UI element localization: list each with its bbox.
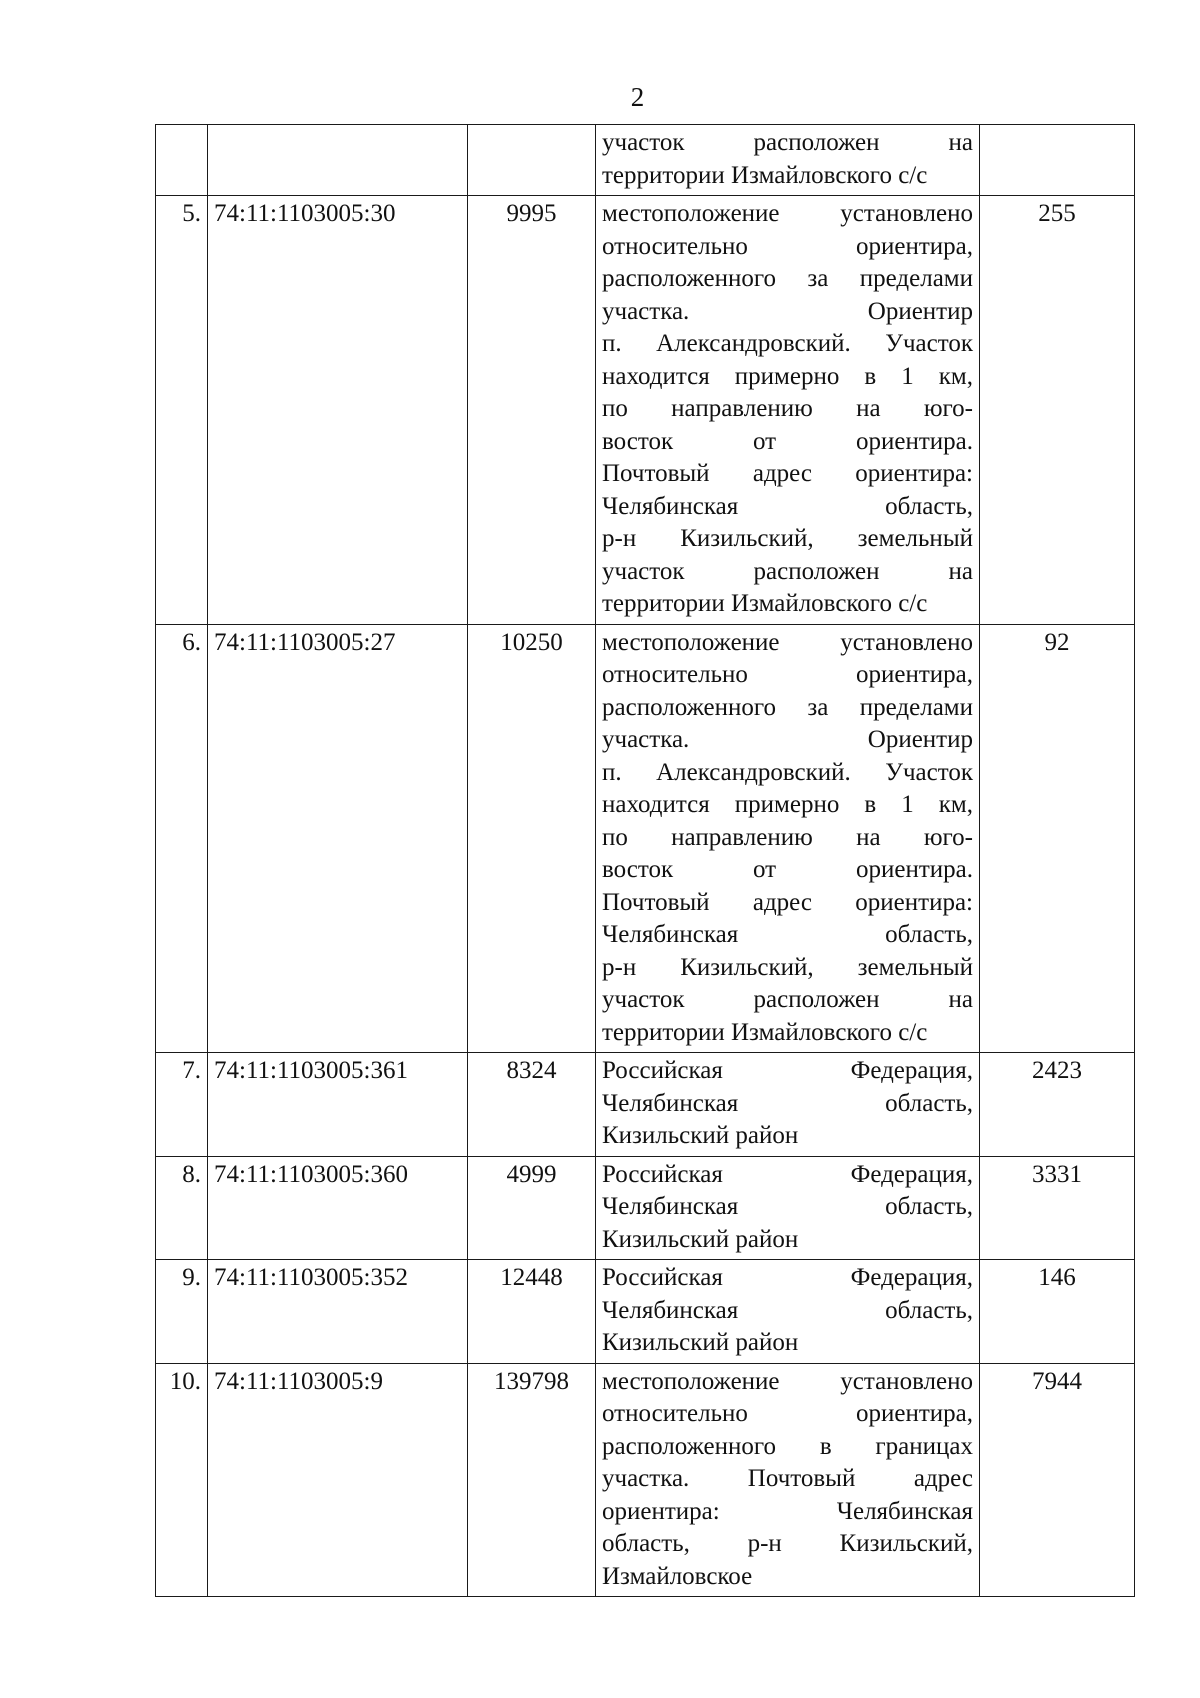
table-row xyxy=(156,1156,1135,1260)
cadastral-number-cell: 74:11:1103005:360 xyxy=(208,1156,468,1260)
cadastral-number-cell: 74:11:1103005:30 xyxy=(208,196,468,625)
description-line: область, р-н Кизильский, xyxy=(602,1530,973,1557)
description-line: по направлению на юго- xyxy=(602,823,973,851)
table-row xyxy=(156,1260,1135,1364)
location-description-cell xyxy=(596,624,980,1053)
area-cell: 4999 xyxy=(468,1156,596,1260)
row-number-cell: 8. xyxy=(156,1156,208,1260)
value-cell: 146 xyxy=(980,1260,1135,1364)
description-line: относительно ориентира, xyxy=(602,232,973,260)
description-line: Челябинская область, xyxy=(602,1089,973,1117)
description-line: местоположение установлено xyxy=(602,628,973,656)
row-number-cell: 5. xyxy=(156,196,208,625)
cadastral-number-cell: 74:11:1103005:352 xyxy=(208,1260,468,1364)
row-number-cell: 6. xyxy=(156,624,208,1053)
location-description-cell xyxy=(596,1156,980,1260)
description-line: по направлению на юго- xyxy=(602,395,973,422)
description-line: участка. Почтовый адрес xyxy=(602,1465,973,1492)
description-line: Челябинская область, xyxy=(602,921,973,948)
description-line: относительно ориентира, xyxy=(602,661,973,688)
description-line: относительно ориентира, xyxy=(602,1400,973,1427)
area-cell: 12448 xyxy=(468,1260,596,1364)
table-row xyxy=(156,125,1135,196)
table-row xyxy=(156,624,1135,1053)
area-cell: 10250 xyxy=(468,624,596,1053)
location-description-cell xyxy=(596,125,980,196)
value-cell: 92 xyxy=(980,624,1135,1053)
description-line: Челябинская область, xyxy=(602,1193,973,1220)
row-number-cell: 7. xyxy=(156,1053,208,1157)
description-line: расположенного за пределами xyxy=(602,265,973,292)
cadastral-number-cell: 74:11:1103005:361 xyxy=(208,1053,468,1157)
table-row xyxy=(156,1363,1135,1597)
description-line: территории Измайловского с/с xyxy=(602,161,928,189)
description-line: участка. Ориентир xyxy=(602,297,973,325)
table-row xyxy=(156,196,1135,625)
description-line: Кизильский район xyxy=(602,1225,799,1253)
description-line: расположенного за пределами xyxy=(602,693,973,721)
cadastral-number-cell: 74:11:1103005:9 xyxy=(208,1363,468,1597)
land-plots-table xyxy=(155,124,1135,1597)
description-line: р-н Кизильский, земельный xyxy=(602,953,973,981)
row-number-cell xyxy=(156,125,208,196)
location-description-cell xyxy=(596,1260,980,1364)
description-line: участок расположен на xyxy=(602,129,973,156)
description-line: находится примерно в 1 км, xyxy=(602,362,973,390)
description-line: находится примерно в 1 км, xyxy=(602,791,973,818)
description-line: восток от ориентира. xyxy=(602,427,973,455)
description-line: расположенного в границах xyxy=(602,1432,973,1460)
cadastral-number-cell xyxy=(208,125,468,196)
description-line: р-н Кизильский, земельный xyxy=(602,525,973,552)
description-line: участок расположен на xyxy=(602,986,973,1013)
description-line: участка. Ориентир xyxy=(602,726,973,753)
value-cell: 3331 xyxy=(980,1156,1135,1260)
description-line: Кизильский район xyxy=(602,1122,799,1149)
row-number-cell: 10. xyxy=(156,1363,208,1597)
description-line: Почтовый адрес ориентира: xyxy=(602,460,973,487)
area-cell: 139798 xyxy=(468,1363,596,1597)
description-line: восток от ориентира. xyxy=(602,856,973,883)
table-row xyxy=(156,1053,1135,1157)
description-line: Кизильский район xyxy=(602,1329,799,1356)
description-line: Российская Федерация, xyxy=(602,1264,973,1291)
value-cell: 2423 xyxy=(980,1053,1135,1157)
description-line: ориентира: Челябинская xyxy=(602,1497,973,1525)
description-line: участок расположен на xyxy=(602,557,973,585)
description-line: п. Александровский. Участок xyxy=(602,758,973,786)
area-cell: 9995 xyxy=(468,196,596,625)
description-line: Российская Федерация, xyxy=(602,1057,973,1084)
description-line: Челябинская область, xyxy=(602,492,973,520)
location-description-cell xyxy=(596,1053,980,1157)
cadastral-number-cell: 74:11:1103005:27 xyxy=(208,624,468,1053)
description-line: Почтовый адрес ориентира: xyxy=(602,888,973,916)
area-cell xyxy=(468,125,596,196)
description-line: Измайловское xyxy=(602,1562,753,1590)
value-cell xyxy=(980,125,1135,196)
description-line: Челябинская область, xyxy=(602,1296,973,1324)
page-number: 2 xyxy=(630,82,645,112)
location-description-cell xyxy=(596,1363,980,1597)
area-cell: 8324 xyxy=(468,1053,596,1157)
description-line: местоположение установлено xyxy=(602,200,973,227)
description-line: Российская Федерация, xyxy=(602,1160,973,1188)
description-line: п. Александровский. Участок xyxy=(602,330,973,357)
table-body xyxy=(156,125,1135,1597)
value-cell: 255 xyxy=(980,196,1135,625)
value-cell: 7944 xyxy=(980,1363,1135,1597)
description-line: территории Измайловского с/с xyxy=(602,1018,928,1046)
description-line: территории Измайловского с/с xyxy=(602,590,928,617)
description-line: местоположение установлено xyxy=(602,1367,973,1395)
row-number-cell: 9. xyxy=(156,1260,208,1364)
location-description-cell xyxy=(596,196,980,625)
